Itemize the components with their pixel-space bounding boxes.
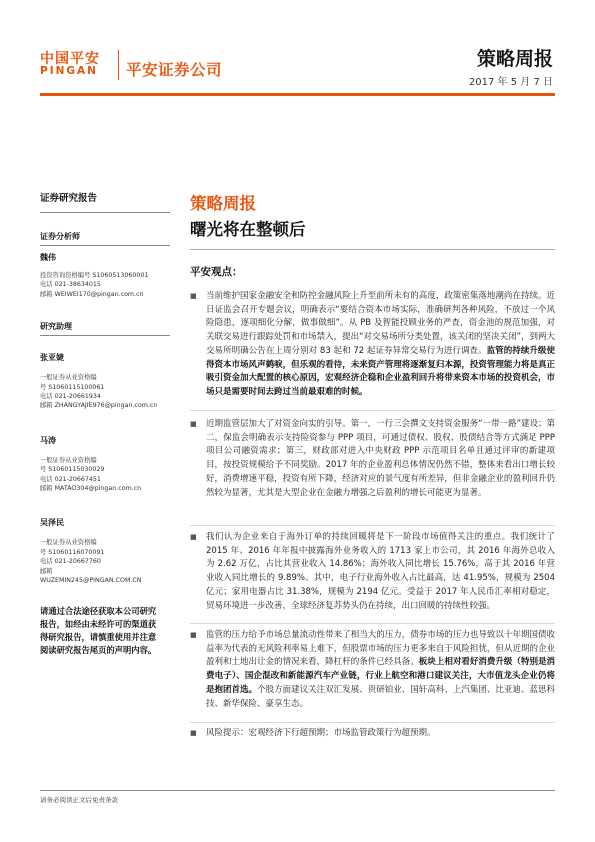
bullet-text: 风险提示：宏观经济下行超预期；市场监管政策行为超预期。 — [206, 728, 436, 738]
assistant-block — [40, 435, 170, 494]
contact-line: 邮箱 MATAO304@pingan.com.cn — [40, 485, 142, 493]
contact-line: 邮箱 ZHANGYAJIE976@pingan.com.cn — [40, 402, 158, 410]
square-bullet-icon: ■ — [190, 292, 197, 300]
contact-line: 一般证券从业资格编 — [40, 456, 97, 464]
header-rule — [40, 93, 555, 96]
bullet-tail: 个股方面建议关注双汇发展、贵研铂业、国轩高科、上汽集团、比亚迪、蓝思科技、新华保险、豪享生态。 — [206, 684, 555, 709]
sidebar-divider — [40, 245, 170, 246]
square-bullet-icon: ■ — [190, 533, 197, 541]
title-rule — [190, 249, 555, 250]
bullet-separator — [190, 623, 555, 624]
contact-line: 邮箱 — [40, 567, 53, 575]
sidebar — [40, 190, 170, 586]
analyst-heading: 证券分析师 — [40, 232, 80, 241]
pingan-logo-en: PINGAN — [40, 65, 98, 77]
square-bullet-icon: ■ — [190, 729, 197, 737]
bullet-separator — [190, 410, 555, 411]
bullet-bold: 板块上相对看好消费升级（特别是消费电子）、国企混改和新能源汽车产业链，行业上航空和港口建议关注，大市值龙头企业仍将是抱团首选。 — [206, 657, 555, 695]
contact-line: 一般证券从业资格编 — [40, 539, 97, 547]
contact-line: 电话 021-38634015 — [40, 281, 101, 289]
doc-type-title: 策略周报 — [476, 48, 553, 70]
sidebar-divider — [40, 212, 170, 213]
company-name: 平安证券公司 — [126, 61, 223, 79]
assistant-block — [40, 352, 170, 411]
assistant-contact — [40, 373, 170, 411]
contact-line: 一般证券从业资格编 — [40, 374, 97, 382]
contact-line: 邮箱 WEIWEI170@pingan.com.cn — [40, 290, 144, 298]
footer-note: 请务必阅读正文后免责条款 — [40, 796, 118, 804]
disclaimer-line: 请通过合法途径获取本公司研究 — [40, 606, 157, 616]
disclaimer-line: 得研究报告，请慎重使用并注意 — [40, 632, 157, 642]
analyst-contact — [40, 271, 170, 299]
bullet-text: 我们认为企业来自于海外订单的持续回暖将是下一阶段市场值得关注的重点。我们统计了 2015 年、2016 年年报中披露海外业务收入的 1713 家上市公司，其 2016 年海外总收入为 2.62 万亿，占比其营业收入 14.86%；海外收入同比增长 15.76%，高于其 2016 年营业收入同比增长的 9.89%。其中，电子行业海外收入占比最高，达 41.95%，规模为 2504 亿元；家用电器占比 31.38%，规模为 2194 亿元。受益于 2017 年人民币汇率相对稳定，贸易环境进一步改善，全球经济复苏势头仍在持续，出口回暖的持续性较强。 — [206, 532, 555, 611]
viewpoint-heading: 平安观点： — [190, 266, 243, 278]
report-subtitle: 曙光将在整顿后 — [190, 220, 306, 239]
contact-line: 电话 021-20661934 — [40, 393, 101, 401]
logo-divider — [118, 50, 119, 80]
bullet-body: 监管的压力给予市场总量流动性带来了相当大的压力，债券市场的压力也导致以十年期国债收益率为代表的无风险利率易上难下，但股票市场的压力更多来自于风险担忧，但从近期的企业盈利和土地出让金的情况来看，降杠杆的条件已经具备。 — [206, 630, 555, 668]
contact-line: 号 S1060116070091 — [40, 548, 105, 556]
assistant-contact — [40, 538, 170, 585]
assistants-heading: 研究助理 — [40, 322, 72, 332]
disclaimer-note — [40, 605, 180, 657]
bullet-bold: 监管的持续升级使得资本市场风声鹤唳，但乐观的看待，未来资产管理将逐渐复归本源，投资管理能力将是真正吸引资金加大配置的核心原因，宏观经济企稳和企业盈利回升将带来资本市场的投资机会，市场只是需要时间去跨过当前最艰难的时候。 — [206, 345, 555, 397]
bullet-text — [206, 290, 555, 400]
disclaimer-line: 阅读研究报告尾页的声明内容。 — [40, 645, 157, 655]
bullet-separator — [190, 525, 555, 526]
square-bullet-icon: ■ — [190, 420, 197, 428]
square-bullet-icon: ■ — [190, 631, 197, 639]
assistant-contact — [40, 456, 170, 494]
assistant-name: 张亚婕 — [40, 353, 64, 363]
report-date: 2017 年 5 月 7 日 — [468, 77, 553, 88]
assistant-block — [40, 517, 170, 585]
assistant-name: 吴泽民 — [40, 518, 64, 528]
bullet-4 — [190, 629, 555, 711]
contact-line: 电话 021-20667760 — [40, 558, 101, 566]
bullet-1 — [190, 290, 555, 400]
footer-rule — [40, 790, 555, 791]
sidebar-divider — [40, 335, 170, 336]
contact-line: 投资咨询资格编号 S1060513060001 — [40, 272, 149, 279]
bullet-2 — [190, 418, 555, 500]
report-type-label: 证券研究报告 — [40, 193, 98, 204]
assistant-name: 马涛 — [40, 435, 56, 445]
contact-line: 号 S1060115030029 — [40, 466, 105, 474]
contact-line: 电话 021-20667451 — [40, 475, 101, 483]
report-title: 策略周报 — [190, 194, 256, 213]
contact-line: 号 S1060115100061 — [40, 383, 105, 391]
disclaimer-line: 报告，如经由未经许可的渠道获 — [40, 619, 157, 629]
bullet-3 — [190, 531, 555, 613]
bullet-separator — [190, 722, 555, 723]
pingan-logo-cn: 中国平安 — [40, 51, 100, 67]
bullet-body: 当前维护国家金融安全和防控金融风险上升至前所未有的高度，政策密集落地潮尚在持续。近日证监会召开专题会议，明确表示“要结合资本市场实际，准确研判各种风险，不放过一个风险隐患，逐项细化分解，做事做细”。从 PB 及智能投顾业务的严查，资金池的规范加强，对关联交易进行跟踪处罚和市场禁入，提出“对交易场所分类处置，该关闭的坚决关闭”，到两大交易所明确公告在上周分别对 83 起和 72 起证券异常交易行为进行调查。 — [206, 291, 555, 356]
bullet-text — [206, 629, 555, 711]
bullet-5 — [190, 727, 555, 741]
bullet-text: 近期监管层加大了对资金向实的引导。第一，一行三会撰文支持资金服务“一带一路”建设；第二，保监会明确表示支持险资参与 PPP 项目，可通过债权、股权、股债结合等方式满足 PPP 项目公司融资需求；第三，财政部对进入中央财政 PPP 示范项目名单且通过评审的新建项目，按投资规模给予不同奖励。2017 年的企业盈利总体情况仍然不错，整体来看出口增长较好，消费增速平稳，投资有所下降，经济对应的景气度有所差异，但非金融企业的盈利回升仍然较为显著，尤其是大型企业在金融力增强之后盈利的增长可能更为显著。 — [206, 419, 555, 498]
analyst-name: 魏伟 — [40, 253, 56, 262]
contact-line: WUZEMIN245@PINGAN.COM.CN — [40, 577, 142, 585]
